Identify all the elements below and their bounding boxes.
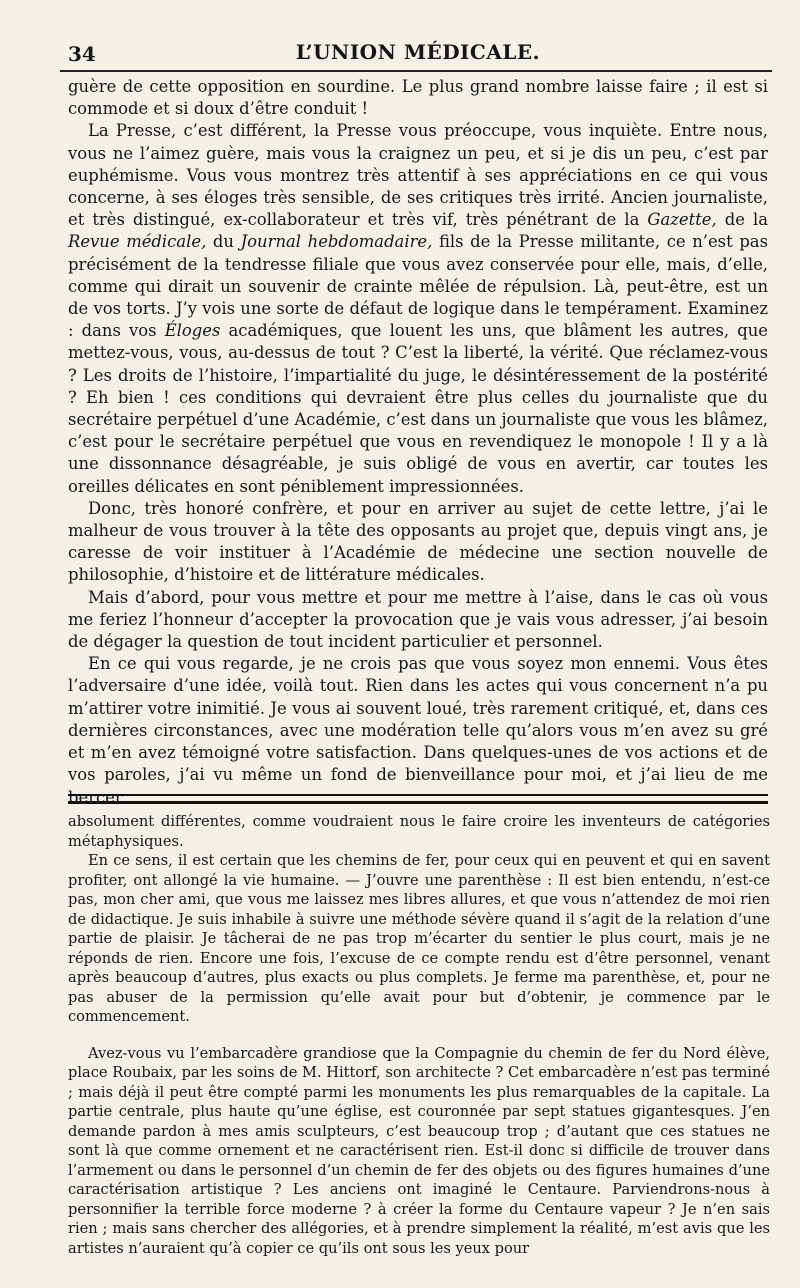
page-header <box>68 36 768 72</box>
paragraph: La Presse, c’est différent, la Presse vous préoccupe, vous inquiète. Entre nous, vous ne l’aimez guère, mais vous la craignez un peu, et si je dis un peu, c’est par euphémisme. Vous vous montrez très attentif à ses appréciations en ce qui vous concerne, à ses éloges très sensible, de ses critiques très irrité. Ancien journaliste, et très distingué, ex-collaborateur et très vif, très pénétrant de la Gazette, de la Revue médicale, du Journal hebdomadaire, fils de la Presse militante, ce n’est pas précisément de la tendresse filiale que vous avez conservée pour elle, mais, d’elle, comme qui dirait un souvenir de crainte mêlée de répulsion. Là, peut-être, est un de vos torts. J’y vois une sorte de défaut de logique dans le tempérament. Examinez : dans vos Éloges académiques, que louent les uns, que blâment les autres, que mettez-vous, vous, au-dessus de tout ? C’est la liberté, la vérité. Que réclamez-vous ? Les droits de l’histoire, l’impartialité du juge, le désintéressement de la postérité ? Eh bien ! ces conditions qui devraient être plus celles du journaliste que du secrétaire perpétuel d’une Académie, c’est dans un journaliste que vous les blâmez, c’est pour le secrétaire perpétuel que vous en revendiquez le monopole ! Il y a là une dissonnance désagréable, je suis obligé de vous en avertir, car toutes les oreilles délicates en sont péniblement impressionnées. <box>68 121 768 496</box>
header-rule <box>60 70 772 72</box>
paragraph: Mais d’abord, pour vous mettre et pour me mettre à l’aise, dans le cas où vous me feriez l’honneur d’accepter la provocation que je vais vous adresser, j’ai besoin de dégager la question de tout incident particulier et personnel. <box>68 587 768 652</box>
paragraph: Avez-vous vu l’embarcadère grandiose que la Compagnie du chemin de fer du Nord élève, place Roubaix, par les soins de M. Hittorf, son architecte ? Cet embarcadère n’est pas terminé ; mais déjà il peut être compté parmi les monuments les plus remarquables de la capitale. La partie centrale, plus haute qu’une église, est couronnée par sept statues gigantesques. J’en demande pardon à mes amis sculpteurs, c’est beaucoup trop ; d’autant que ces statues ne sont là que comme ornement et ne caractérisent rien. Est-il donc si difficile de trouver dans l’armement ou dans le personnel d’un chemin de fer des objets ou des figures humaines d’une caractérisation artistique ? Les anciens ont imaginé le Centaure. Parviendrons-nous à personnifier la terrible force moderne ? à créer la forme du Centaure vapeur ? Je n’en sais rien ; mais sans chercher des allégories, et à prendre simplement la réalité, m’est avis que les artistes n’auraient qu’à copier ce qu’ils ont sous les yeux pour <box>68 1044 770 1257</box>
feuilleton-body <box>68 812 770 1258</box>
paragraph: guère de cette opposition en sourdine. Le plus grand nombre laisse faire ; il est si commode et si doux d’être conduit ! <box>68 77 768 119</box>
paragraph: En ce qui vous regarde, je ne crois pas que vous soyez mon ennemi. Vous êtes l’adversaire d’une idée, voilà tout. Rien dans les actes qui vous concernent n’a pu m’attirer votre inimitié. Je vous ai souvent loué, très rarement critiqué, et, dans ces dernières circonstances, avec une modération telle qu’alors vous m’en avez su gré et m’en avez témoigné votre satisfaction. Dans quelques-unes de vos actions et de vos paroles, j’ai vu même un fond de bienveillance pour moi, et j’ai lieu de me bercer <box>68 654 768 807</box>
paragraph: absolument différentes, comme voudraient nous le faire croire les inventeurs de catégories métaphysiques. <box>68 813 770 850</box>
journal-title: L’UNION MÉDICALE. <box>295 40 541 64</box>
paragraph: En ce sens, il est certain que les chemins de fer, pour ceux qui en peuvent et qui en savent profiter, ont allongé la vie humaine. — J’ouvre une parenthèse : Il est bien entendu, n’est-ce pas, mon cher ami, que vous me laissez mes libres allures, et que vous n’attendez de moi rien de didactique. Je suis inhabile à suivre une méthode sévère quand il s’agit de la relation d’une partie de plaisir. Je tâcherai de ne pas trop m’écarter du sentier le plus court, mais je ne réponds de rien. Encore une fois, l’excuse de ce compte rendu est d’être personnel, venant après beaucoup d’autres, plus exacts ou plus complets. Je ferme ma parenthèse, et, pour ne pas abuser de la permission qu’elle avait pour but d’obtenir, je commence par le commencement. <box>68 852 770 1025</box>
page-number: 34 <box>68 42 96 66</box>
letter-body <box>68 76 768 809</box>
paragraph: Donc, très honoré confrère, et pour en arriver au sujet de cette lettre, j’ai le malheur de vous trouver à la tête des opposants au projet que, depuis vingt ans, je caresse de voir instituer à l’Académie de médecine une section nouvelle de philosophie, d’histoire et de littérature médicales. <box>68 498 768 585</box>
feuilleton-divider <box>68 794 768 804</box>
